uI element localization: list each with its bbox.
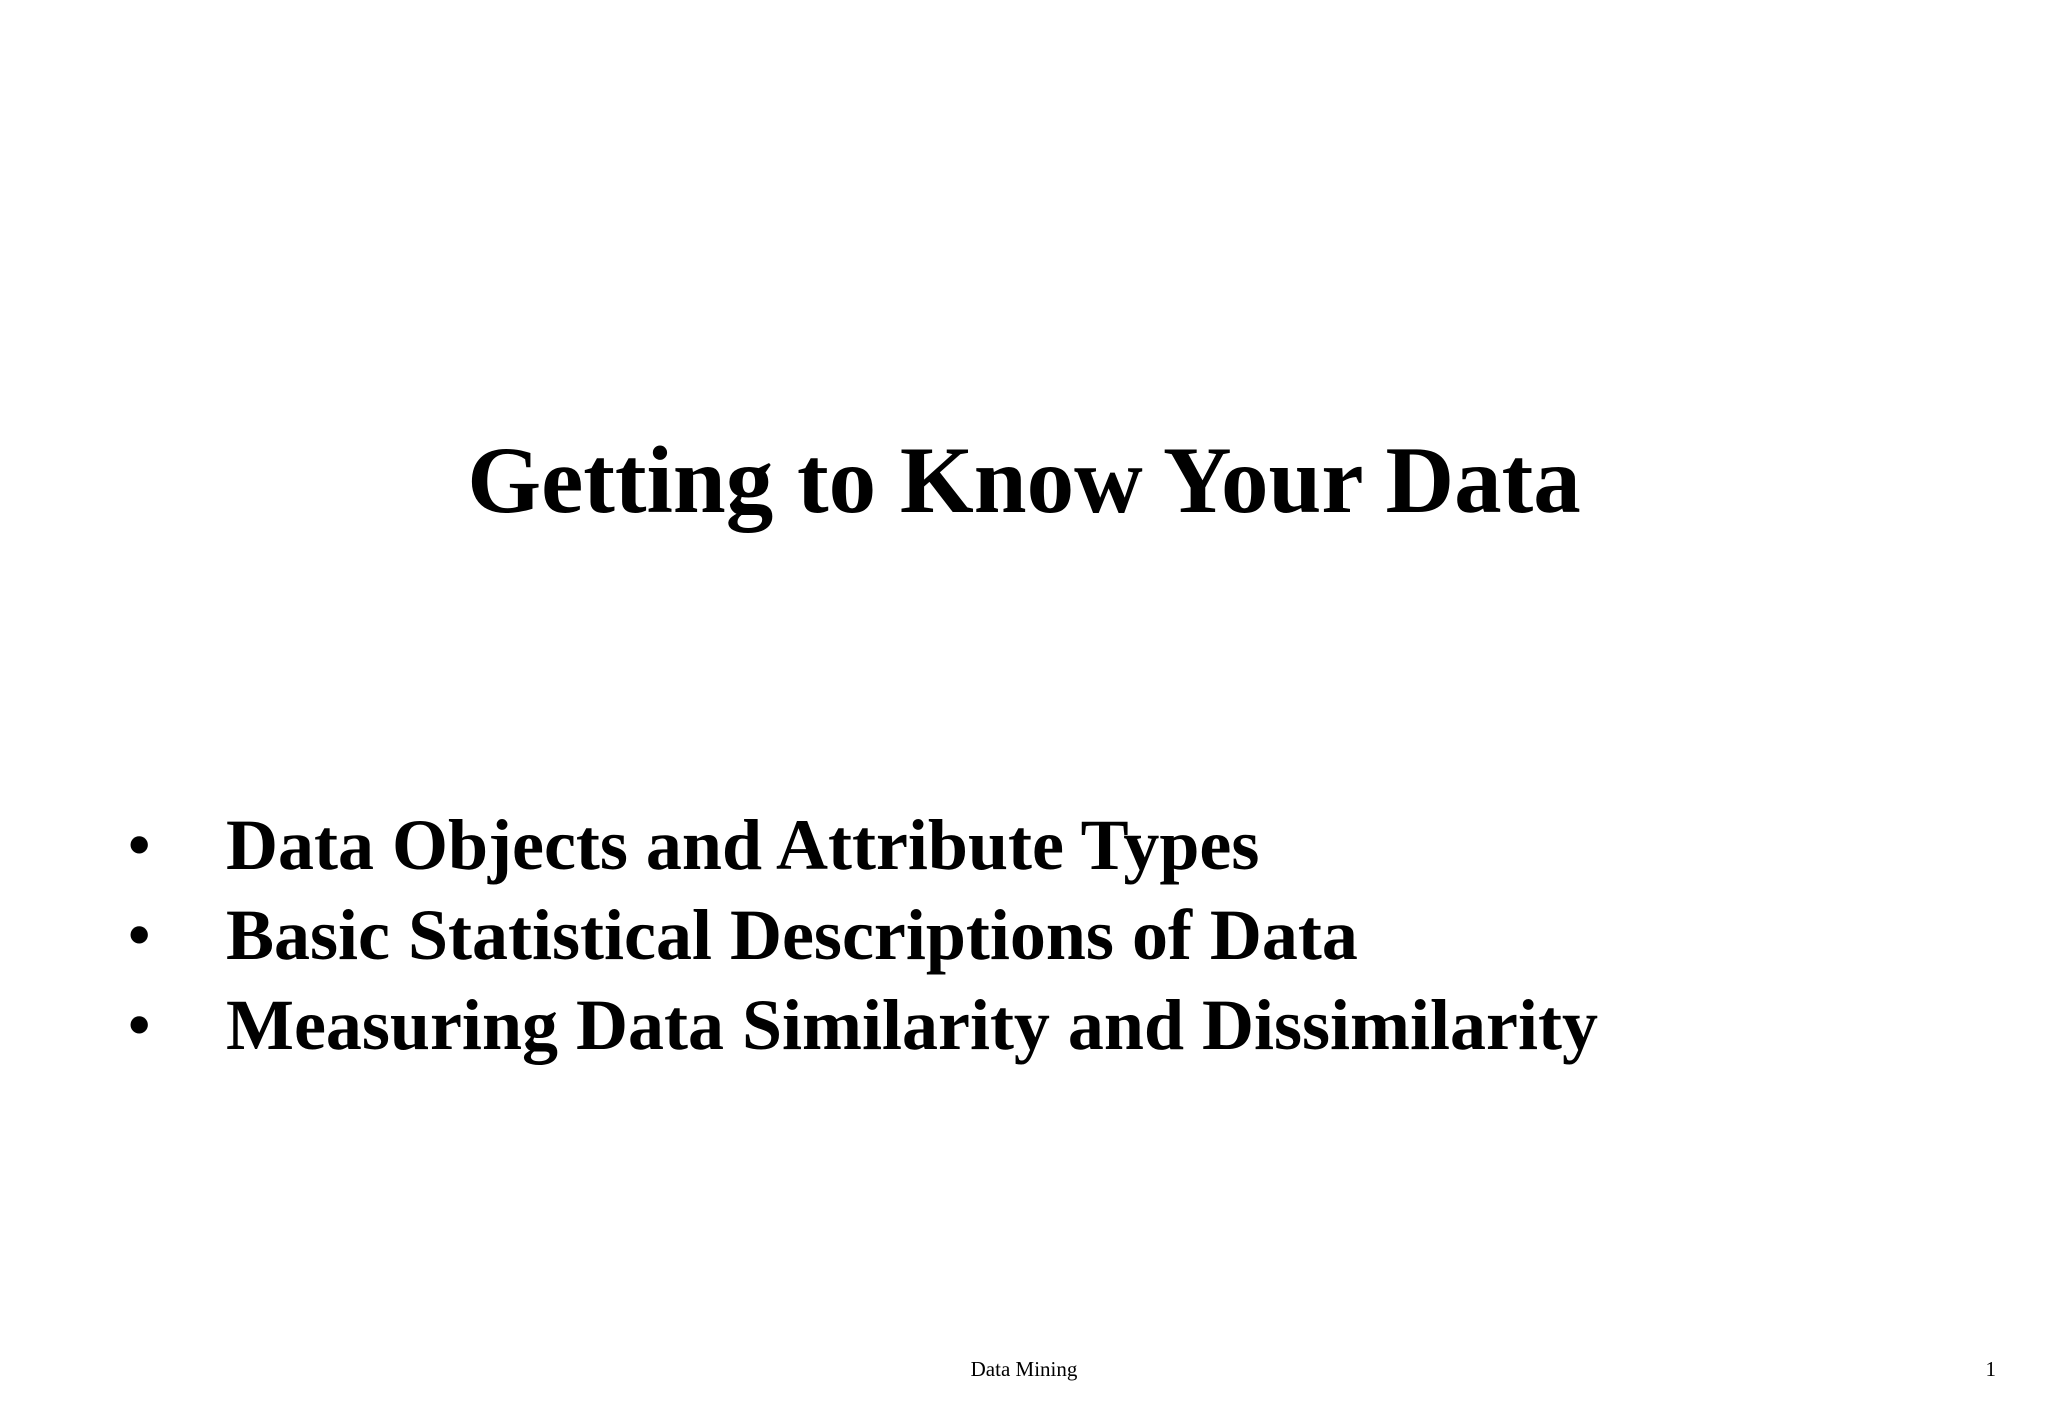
slide-title: Getting to Know Your Data [467,427,1581,533]
bullet-text: Basic Statistical Descriptions of Data [226,895,1358,975]
page-number: 1 [1985,1357,1996,1381]
bullet-icon: • [128,809,151,880]
bullet-icon: • [128,989,151,1060]
footer-label: Data Mining [970,1357,1078,1381]
bullet-text: Data Objects and Attribute Types [226,805,1260,885]
bullet-icon: • [128,899,151,970]
bullet-text: Measuring Data Similarity and Dissimilarity [226,985,1598,1065]
